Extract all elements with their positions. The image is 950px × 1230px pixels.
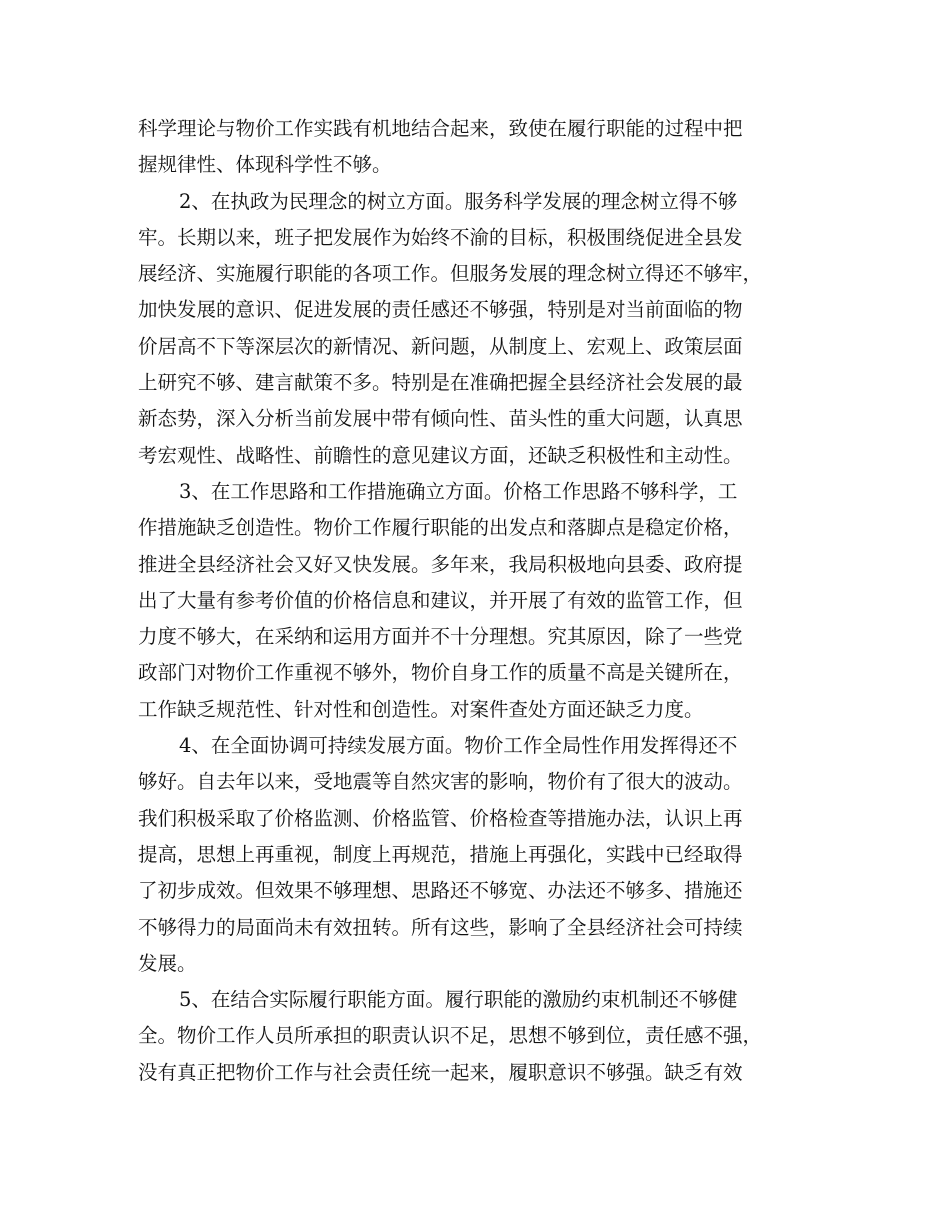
text-line: 推进全县经济社会又好又快发展。多年来，我局积极地向县委、政府提: [138, 552, 743, 576]
text-line: 政部门对物价工作重视不够外，物价自身工作的质量不高是关键所在，: [138, 661, 743, 685]
paragraph-start-line: 3、在工作思路和工作措施确立方面。价格工作思路不够科学，工: [179, 479, 738, 503]
text-line: 考宏观性、战略性、前瞻性的意见建议方面，还缺乏积极性和主动性。: [138, 443, 743, 467]
text-line: 提高，思想上再重视，制度上再规范，措施上再强化，实践中已经取得: [138, 842, 743, 866]
paragraph-start-line: 5、在结合实际履行职能方面。履行职能的激励约束机制还不够健: [179, 988, 738, 1012]
paragraph-start-line: 4、在全面协调可持续发展方面。物价工作全局性作用发挥得还不: [179, 734, 738, 758]
text-line: 没有真正把物价工作与社会责任统一起来，履职意识不够强。缺乏有效: [138, 1060, 743, 1084]
text-line: 不够得力的局面尚未有效扭转。所有这些，影响了全县经济社会可持续: [138, 915, 743, 939]
text-line: 加快发展的意识、促进发展的责任感还不够强，特别是对当前面临的物: [138, 298, 743, 322]
text-line: 工作缺乏规范性、针对性和创造性。对案件查处方面还缺乏力度。: [138, 697, 704, 721]
text-line: 全。物价工作人员所承担的职责认识不足，思想不够到位，责任感不强，: [138, 1024, 763, 1048]
text-line: 新态势，深入分析当前发展中带有倾向性、苗头性的重大问题，认真思: [138, 407, 743, 431]
text-line: 上研究不够、建言献策不多。特别是在准确把握全县经济社会发展的最: [138, 371, 743, 395]
text-line: 出了大量有参考价值的价格信息和建议，并开展了有效的监管工作，但: [138, 588, 743, 612]
text-line: 我们积极采取了价格监测、价格监管、价格检查等措施办法，认识上再: [138, 806, 743, 830]
text-line: 展经济、实施履行职能的各项工作。但服务发展的理念树立得还不够牢，: [138, 262, 763, 286]
text-line: 科学理论与物价工作实践有机地结合起来，致使在履行职能的过程中把: [138, 117, 743, 140]
text-line: 力度不够大，在采纳和运用方面并不十分理想。究其原因，除了一些党: [138, 625, 743, 649]
text-line: 价居高不下等深层次的新情况、新问题，从制度上、宏观上、政策层面: [138, 334, 743, 358]
document-body: [138, 111, 814, 1091]
text-line: 作措施缺乏创造性。物价工作履行职能的出发点和落脚点是稳定价格，: [138, 516, 743, 540]
paragraph-start-line: 2、在执政为民理念的树立方面。服务科学发展的理念树立得不够: [179, 189, 738, 213]
text-line: 够好。自去年以来，受地震等自然灾害的影响，物价有了很大的波动。: [138, 770, 743, 794]
text-line: 发展。: [138, 951, 197, 975]
text-line: 握规律性、体现科学性不够。: [138, 153, 392, 177]
text-line: 了初步成效。但效果不够理想、思路还不够宽、办法还不够多、措施还: [138, 879, 743, 903]
text-line: 牢。长期以来，班子把发展作为始终不渝的目标，积极围绕促进全县发: [138, 225, 743, 249]
